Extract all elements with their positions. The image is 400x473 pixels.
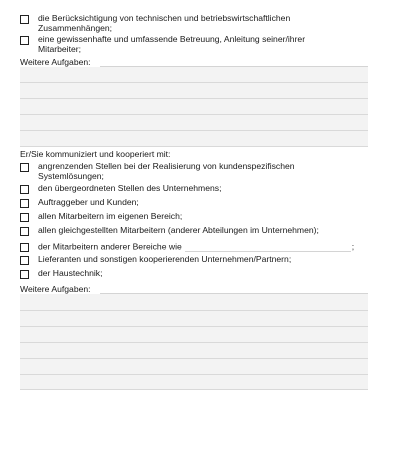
other-departments-field[interactable] xyxy=(185,242,351,252)
further-tasks-area[interactable] xyxy=(20,294,368,390)
checkbox[interactable] xyxy=(20,15,29,24)
communication-item-text: angrenzenden Stellen bei der Realisierung von kundenspezifischen Systemlösungen; xyxy=(38,161,295,181)
communication-item-text: Auftraggeber und Kunden; xyxy=(38,197,139,207)
checkbox[interactable] xyxy=(20,185,29,194)
communication-item-text: der Haustechnik; xyxy=(38,268,103,278)
communication-item-suffix: ; xyxy=(351,241,355,252)
ruled-line xyxy=(20,146,368,147)
communication-item-text: den übergeordneten Stellen des Unternehmens; xyxy=(38,183,222,193)
checklist-item-text: die Berücksichtigung von technischen und betriebswirtschaftlichen Zusammenhängen; xyxy=(38,13,291,33)
ruled-line xyxy=(20,358,368,359)
checklist-item xyxy=(20,14,370,33)
checkbox[interactable] xyxy=(20,256,29,265)
checkbox[interactable] xyxy=(20,199,29,208)
ruled-line xyxy=(20,114,368,115)
checkbox[interactable] xyxy=(20,213,29,222)
ruled-line xyxy=(20,130,368,131)
further-tasks-area[interactable] xyxy=(20,67,368,147)
checklist-item xyxy=(20,35,370,54)
ruled-line xyxy=(20,342,368,343)
communication-item xyxy=(20,162,370,181)
checkbox[interactable] xyxy=(20,163,29,172)
ruled-line xyxy=(20,310,368,311)
communication-item-text: der Mitarbeitern anderer Bereiche wie xyxy=(38,241,182,252)
communication-item-text: Lieferanten und sonstigen kooperierenden Unternehmen/Partnern; xyxy=(38,254,292,264)
communication-item xyxy=(20,226,370,236)
ruled-line xyxy=(20,374,368,375)
ruled-line xyxy=(20,98,368,99)
checkbox[interactable] xyxy=(20,270,29,279)
checklist-item-text: eine gewissenhafte und umfassende Betreuung, Anleitung seiner/ihrer Mitarbeiter; xyxy=(38,34,306,54)
ruled-line xyxy=(20,326,368,327)
communication-item xyxy=(20,242,370,252)
further-tasks-label: Weitere Aufgaben: xyxy=(20,284,91,294)
further-tasks-label: Weitere Aufgaben: xyxy=(20,57,91,67)
communication-item xyxy=(20,184,370,194)
checkbox[interactable] xyxy=(20,227,29,236)
communication-item xyxy=(20,255,370,265)
checkbox[interactable] xyxy=(20,243,29,252)
communication-item xyxy=(20,198,370,208)
communication-heading: Er/Sie kommuniziert und kooperiert mit: xyxy=(20,149,171,159)
communication-item xyxy=(20,269,370,279)
ruled-line xyxy=(20,389,368,390)
checkbox[interactable] xyxy=(20,36,29,45)
ruled-line xyxy=(20,82,368,83)
communication-item-text: allen Mitarbeitern im eigenen Bereich; xyxy=(38,211,183,221)
communication-item-text: allen gleichgestellten Mitarbeitern (anderer Abteilungen im Unternehmen); xyxy=(38,225,319,235)
communication-item xyxy=(20,212,370,222)
